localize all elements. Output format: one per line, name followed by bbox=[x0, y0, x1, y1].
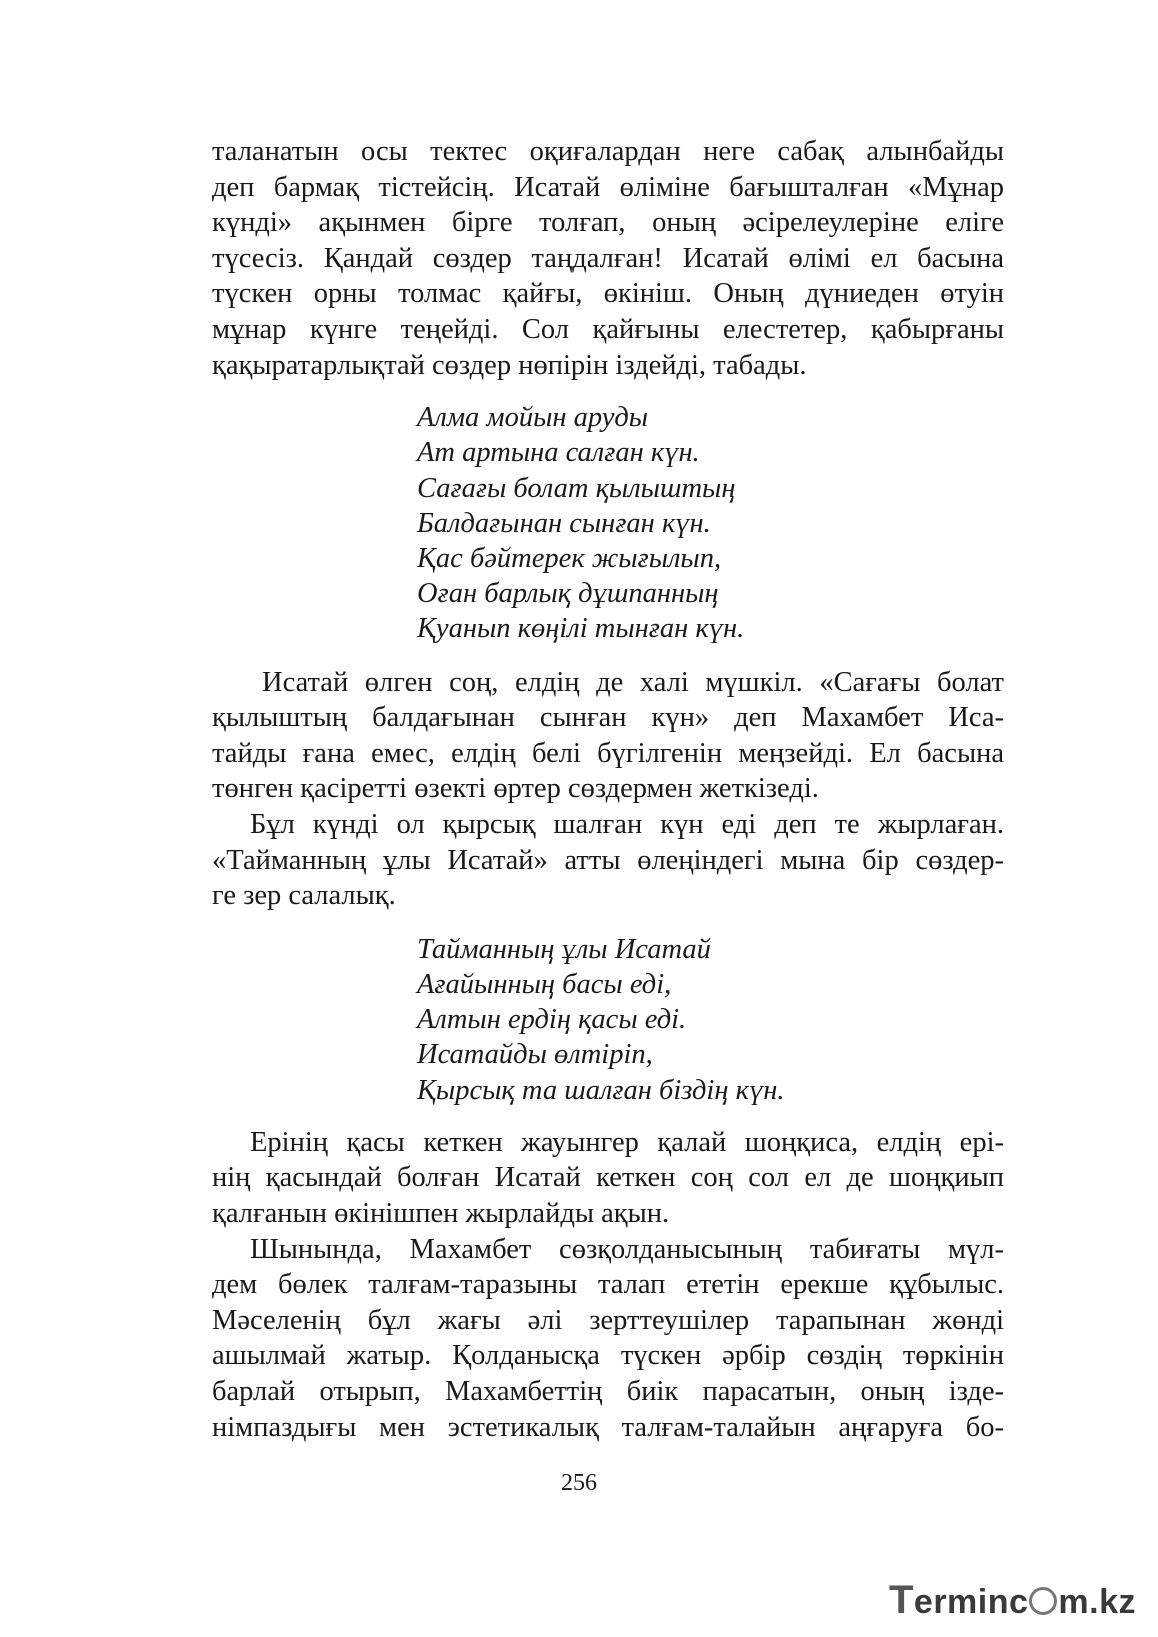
verse-line: Сағағы болат қылыштың bbox=[417, 472, 736, 504]
text-line: «Тайманның ұлы Исатай» атты өлеңіндегі мына бір сөздер- bbox=[212, 844, 1004, 876]
watermark-domain: m.kz bbox=[1058, 1583, 1136, 1621]
text-line: німпаздығы мен эстетикалық талғам-талайын аңғаруға бо- bbox=[212, 1411, 1004, 1443]
text-line: Ерінің қасы кеткен жауынгер қалай шоңқиса, елдің ері- bbox=[250, 1126, 1004, 1158]
text-line: қалғанын өкінішпен жырлайды ақын. bbox=[212, 1197, 670, 1229]
text-line: ашылмай жатыр. Қолданысқа түскен әрбір сөздің төркінін bbox=[212, 1340, 1004, 1372]
paragraph-2 bbox=[212, 665, 1004, 807]
verse-2 bbox=[212, 932, 1004, 1108]
paragraph-5 bbox=[212, 1232, 1004, 1446]
magnifier-icon bbox=[1029, 1587, 1057, 1615]
paragraph-1 bbox=[212, 134, 1004, 383]
text-line: тайды ғана емес, елдің белі бүгілгенін меңзейді. Ел басына bbox=[212, 737, 1004, 769]
text-line: деп бармақ тістейсің. Исатай өліміне бағышталған «Мұнар bbox=[212, 171, 1004, 203]
verse-line: Тайманның ұлы Исатай bbox=[417, 933, 711, 965]
verse-line: Қуанып көңілі тынған күн. bbox=[417, 613, 745, 645]
text-line: түскен орны толмас қайғы, өкініш. Оның дүниеден өтуін bbox=[212, 278, 1004, 310]
watermark-text: erminc bbox=[913, 1583, 1029, 1621]
verse-1 bbox=[212, 400, 1004, 646]
verse-line: Қас бәйтерек жығылып, bbox=[417, 542, 722, 574]
text-line: таланатын осы тектес оқиғалардан неге сабақ алынбайды bbox=[212, 136, 1004, 167]
watermark-logo bbox=[889, 1578, 1136, 1623]
verse-line: Исатайды өлтіріп, bbox=[417, 1039, 653, 1071]
text-line: Бұл күнді ол қырсық шалған күн еді деп те жырлаған. bbox=[250, 808, 1004, 840]
text-line: дем бөлек талғам-таразыны талап ететін ерекше құбылыс. bbox=[212, 1269, 1004, 1301]
verse-line: Қырсық та шалған біздің күн. bbox=[417, 1074, 785, 1106]
text-line: қылыштың балдағынан сынған күн» деп Махамбет Иса- bbox=[212, 702, 1004, 734]
text-line: барлай отырып, Махамбеттің биік парасатын, оның ізде- bbox=[212, 1375, 1004, 1407]
verse-line: Оған барлық дұшпанның bbox=[417, 578, 719, 610]
text-line: күнді» ақынмен бірге толғап, оның әсірелеулеріне еліге bbox=[212, 207, 1004, 239]
text-line: түсесіз. Қандай сөздер таңдалған! Исатай өлімі ел басына bbox=[212, 242, 1004, 274]
paragraph-3 bbox=[212, 807, 1004, 914]
page-body bbox=[212, 134, 1004, 1445]
text-line: ге зер салалық. bbox=[212, 880, 396, 912]
watermark-letter: T bbox=[888, 1578, 914, 1622]
verse-line: Ағайынның басы еді, bbox=[417, 968, 672, 1000]
text-line: нің қасындай болған Исатай кеткен соң сол ел де шоңқиып bbox=[212, 1162, 1004, 1194]
verse-line: Ат артына салған күн. bbox=[417, 437, 700, 469]
page-number: 256 bbox=[561, 1470, 597, 1496]
text-line: Исатай өлген соң, елдің де халі мүшкіл. «Сағағы болат bbox=[262, 666, 1004, 698]
text-line: Мәселенің бұл жағы әлі зерттеушілер тарапынан жөнді bbox=[212, 1304, 1004, 1336]
verse-line: Балдағынан сынған күн. bbox=[417, 507, 711, 539]
text-line: Шынында, Махамбет сөзқолданысының табиғаты мүл- bbox=[250, 1233, 1004, 1265]
text-line: мұнар күнге теңейді. Сол қайғыны елестетер, қабырғаны bbox=[212, 313, 1004, 345]
verse-line: Алма мойын аруды bbox=[417, 402, 649, 434]
text-line: төнген қасіретті өзекті өртер сөздермен жеткізеді. bbox=[212, 773, 819, 805]
paragraph-4 bbox=[212, 1125, 1004, 1232]
text-line: қақыратарлықтай сөздер нөпірін іздейді, табады. bbox=[212, 349, 807, 381]
verse-line: Алтын ердің қасы еді. bbox=[417, 1004, 687, 1036]
